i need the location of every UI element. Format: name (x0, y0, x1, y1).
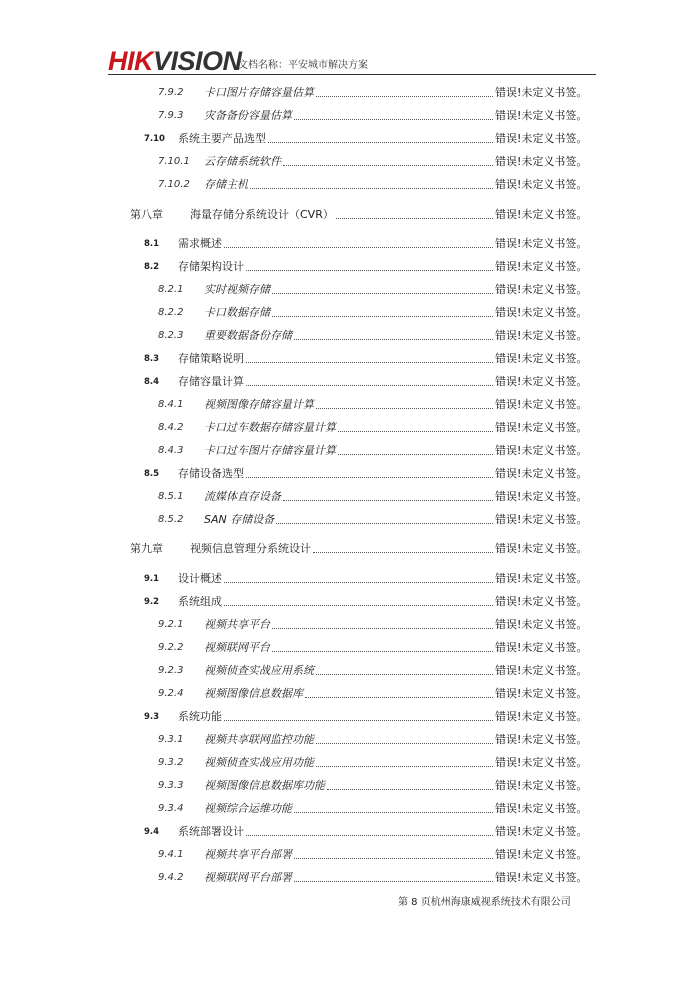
toc-entry-page: 错误!未定义书签。 (495, 802, 588, 815)
toc-entry-page: 错误!未定义书签。 (495, 352, 588, 365)
toc-entry-number: 8.5.1 (158, 491, 184, 502)
logo-text-red: HIK (108, 46, 153, 76)
toc-dot-leader (316, 96, 493, 97)
toc-entry-title: 海量存储分系统设计（CVR） (190, 208, 334, 221)
toc-entry-page: 错误!未定义书签。 (495, 283, 588, 296)
logo-text-dark: VISION (153, 46, 242, 76)
toc-entry-number: 8.1 (144, 239, 160, 249)
toc-dot-leader (294, 119, 493, 120)
toc-dot-leader (283, 165, 493, 166)
toc-entry-number: 8.4.2 (158, 422, 184, 433)
toc-entry-number: 9.2.2 (158, 642, 184, 653)
toc-dot-leader (338, 431, 493, 432)
header-divider (108, 74, 596, 75)
toc-dot-leader (327, 789, 493, 790)
toc-entry-page: 错误!未定义书签。 (495, 733, 588, 746)
toc-entry-number: 9.3.1 (158, 734, 184, 745)
toc-entry-number: 9.3.3 (158, 780, 184, 791)
toc-entry-number: 8.2.3 (158, 330, 184, 341)
toc-entry-number: 8.3 (144, 354, 160, 364)
toc-entry-number: 9.2 (144, 597, 160, 607)
toc-dot-leader (268, 142, 493, 143)
toc-dot-leader (246, 385, 493, 386)
toc-entry-title: 视频信息管理分系统设计 (190, 542, 311, 555)
toc-entry-title: 系统部署设计 (178, 825, 244, 838)
toc-entry-page: 错误!未定义书签。 (495, 86, 588, 99)
toc-dot-leader (336, 218, 493, 219)
toc-entry-number: 9.2.3 (158, 665, 184, 676)
toc-entry-page: 错误!未定义书签。 (495, 306, 588, 319)
toc-dot-leader (224, 582, 493, 583)
toc-entry-title: 视频共享平台 (204, 618, 270, 631)
toc-entry-title: 存储策略说明 (178, 352, 244, 365)
toc-entry-page: 错误!未定义书签。 (495, 421, 588, 434)
toc-dot-leader (316, 766, 493, 767)
toc-entry-number: 8.2 (144, 262, 160, 272)
toc-entry-number: 9.2.1 (158, 619, 184, 630)
toc-dot-leader (313, 552, 493, 553)
toc-dot-leader (246, 270, 493, 271)
toc-entry-page: 错误!未定义书签。 (495, 595, 588, 608)
toc-entry-page: 错误!未定义书签。 (495, 513, 588, 526)
toc-dot-leader (246, 835, 493, 836)
toc-entry-title: 存储设备选型 (178, 467, 244, 480)
toc-entry-title: 流媒体直存设备 (204, 490, 281, 503)
hikvision-logo (108, 46, 242, 76)
toc-dot-leader (246, 362, 493, 363)
toc-dot-leader (276, 523, 493, 524)
toc-entry-title: 系统功能 (178, 710, 222, 723)
toc-entry-title: 实时视频存储 (204, 283, 270, 296)
toc-entry-number: 9.4 (144, 827, 160, 837)
toc-dot-leader (224, 720, 493, 721)
toc-dot-leader (250, 188, 493, 189)
toc-entry-number: 7.9.2 (158, 87, 184, 98)
toc-entry-title: 卡口图片存储容量估算 (204, 86, 314, 99)
toc-entry-number: 7.10.2 (158, 179, 190, 190)
toc-entry-page: 错误!未定义书签。 (495, 871, 588, 884)
toc-entry-page: 错误!未定义书签。 (495, 260, 588, 273)
page-footer: 第 8 页杭州海康威视系统技术有限公司 (398, 897, 571, 908)
toc-entry-page: 错误!未定义书签。 (495, 687, 588, 700)
toc-entry-page: 错误!未定义书签。 (495, 444, 588, 457)
toc-entry-page: 错误!未定义书签。 (495, 375, 588, 388)
toc-dot-leader (272, 293, 493, 294)
toc-entry-page: 错误!未定义书签。 (495, 329, 588, 342)
toc-entry-title: 存储主机 (204, 178, 248, 191)
toc-entry-page: 错误!未定义书签。 (495, 398, 588, 411)
toc-entry-title: 视频共享平台部署 (204, 848, 292, 861)
toc-entry-title: 视频侦查实战应用系统 (204, 664, 314, 677)
toc-entry-title: 系统组成 (178, 595, 222, 608)
toc-entry-page: 错误!未定义书签。 (495, 641, 588, 654)
toc-entry-number: 8.4.1 (158, 399, 184, 410)
toc-entry-number: 9.4.1 (158, 849, 184, 860)
toc-entry-page: 错误!未定义书签。 (495, 109, 588, 122)
toc-entry-title: 系统主要产品选型 (178, 132, 266, 145)
toc-entry-number: 第八章 (130, 208, 163, 221)
toc-entry-page: 错误!未定义书签。 (495, 848, 588, 861)
toc-entry-page: 错误!未定义书签。 (495, 132, 588, 145)
toc-entry-number: 7.10 (144, 134, 165, 144)
toc-entry-page: 错误!未定义书签。 (495, 178, 588, 191)
toc-entry-title: 视频图像信息数据库 (204, 687, 303, 700)
toc-dot-leader (294, 339, 493, 340)
toc-entry-page: 错误!未定义书签。 (495, 237, 588, 250)
toc-entry-title: 重要数据备份存储 (204, 329, 292, 342)
toc-entry-page: 错误!未定义书签。 (495, 664, 588, 677)
toc-entry-number: 8.4.3 (158, 445, 184, 456)
toc-entry-title: 卡口过车图片存储容量计算 (204, 444, 336, 457)
toc-entry-page: 错误!未定义书签。 (495, 467, 588, 480)
toc-entry-title: 视频联网平台 (204, 641, 270, 654)
toc-entry-title: 需求概述 (178, 237, 222, 250)
toc-dot-leader (272, 628, 493, 629)
toc-entry-number: 8.5.2 (158, 514, 184, 525)
toc-entry-title: 视频综合运维功能 (204, 802, 292, 815)
toc-entry-title: 视频共享联网监控功能 (204, 733, 314, 746)
toc-entry-number: 8.4 (144, 377, 160, 387)
toc-entry-title: 视频图像存储容量计算 (204, 398, 314, 411)
toc-entry-page: 错误!未定义书签。 (495, 779, 588, 792)
toc-entry-number: 9.3.4 (158, 803, 184, 814)
page-header (108, 44, 596, 80)
toc-dot-leader (316, 743, 493, 744)
toc-dot-leader (338, 454, 493, 455)
toc-entry-number: 8.2.1 (158, 284, 184, 295)
toc-entry-page: 错误!未定义书签。 (495, 155, 588, 168)
toc-entry-number: 9.4.2 (158, 872, 184, 883)
toc-entry-number: 8.2.2 (158, 307, 184, 318)
toc-entry-page: 错误!未定义书签。 (495, 208, 588, 221)
toc-entry-page: 错误!未定义书签。 (495, 756, 588, 769)
toc-entry-number: 9.3.2 (158, 757, 184, 768)
toc-entry-title: SAN 存储设备 (204, 513, 275, 526)
toc-entry-number: 9.3 (144, 712, 160, 722)
toc-entry-title: 卡口数据存储 (204, 306, 270, 319)
toc-dot-leader (316, 674, 493, 675)
toc-dot-leader (272, 316, 493, 317)
toc-dot-leader (224, 605, 493, 606)
toc-entry-title: 设计概述 (178, 572, 222, 585)
toc-entry-title: 存储架构设计 (178, 260, 244, 273)
toc-entry-page: 错误!未定义书签。 (495, 618, 588, 631)
toc-entry-title: 灾备备份容量估算 (204, 109, 292, 122)
toc-entry-number: 9.1 (144, 574, 160, 584)
toc-dot-leader (294, 881, 493, 882)
toc-dot-leader (272, 651, 493, 652)
toc-dot-leader (316, 408, 493, 409)
toc-dot-leader (246, 477, 493, 478)
toc-dot-leader (294, 858, 493, 859)
toc-entry-title: 视频联网平台部署 (204, 871, 292, 884)
toc-dot-leader (305, 697, 493, 698)
toc-entry-title: 卡口过车数据存储容量计算 (204, 421, 336, 434)
toc-entry-number: 第九章 (130, 542, 163, 555)
toc-entry-number: 7.9.3 (158, 110, 184, 121)
toc-entry-page: 错误!未定义书签。 (495, 490, 588, 503)
toc-entry-number: 9.2.4 (158, 688, 184, 699)
toc-dot-leader (294, 812, 493, 813)
toc-entry-page: 错误!未定义书签。 (495, 572, 588, 585)
toc-dot-leader (224, 247, 493, 248)
toc-entry-page: 错误!未定义书签。 (495, 542, 588, 555)
toc-entry-number: 7.10.1 (158, 156, 190, 167)
toc-dot-leader (283, 500, 493, 501)
toc-entry-title: 云存储系统软件 (204, 155, 281, 168)
toc-entry-title: 视频侦查实战应用功能 (204, 756, 314, 769)
toc-entry-title: 视频图像信息数据库功能 (204, 779, 325, 792)
toc-entry-number: 8.5 (144, 469, 160, 479)
toc-entry-page: 错误!未定义书签。 (495, 710, 588, 723)
document-name: 文档名称：平安城市解决方案 (238, 60, 368, 71)
toc-entry-title: 存储容量计算 (178, 375, 244, 388)
toc-entry-page: 错误!未定义书签。 (495, 825, 588, 838)
